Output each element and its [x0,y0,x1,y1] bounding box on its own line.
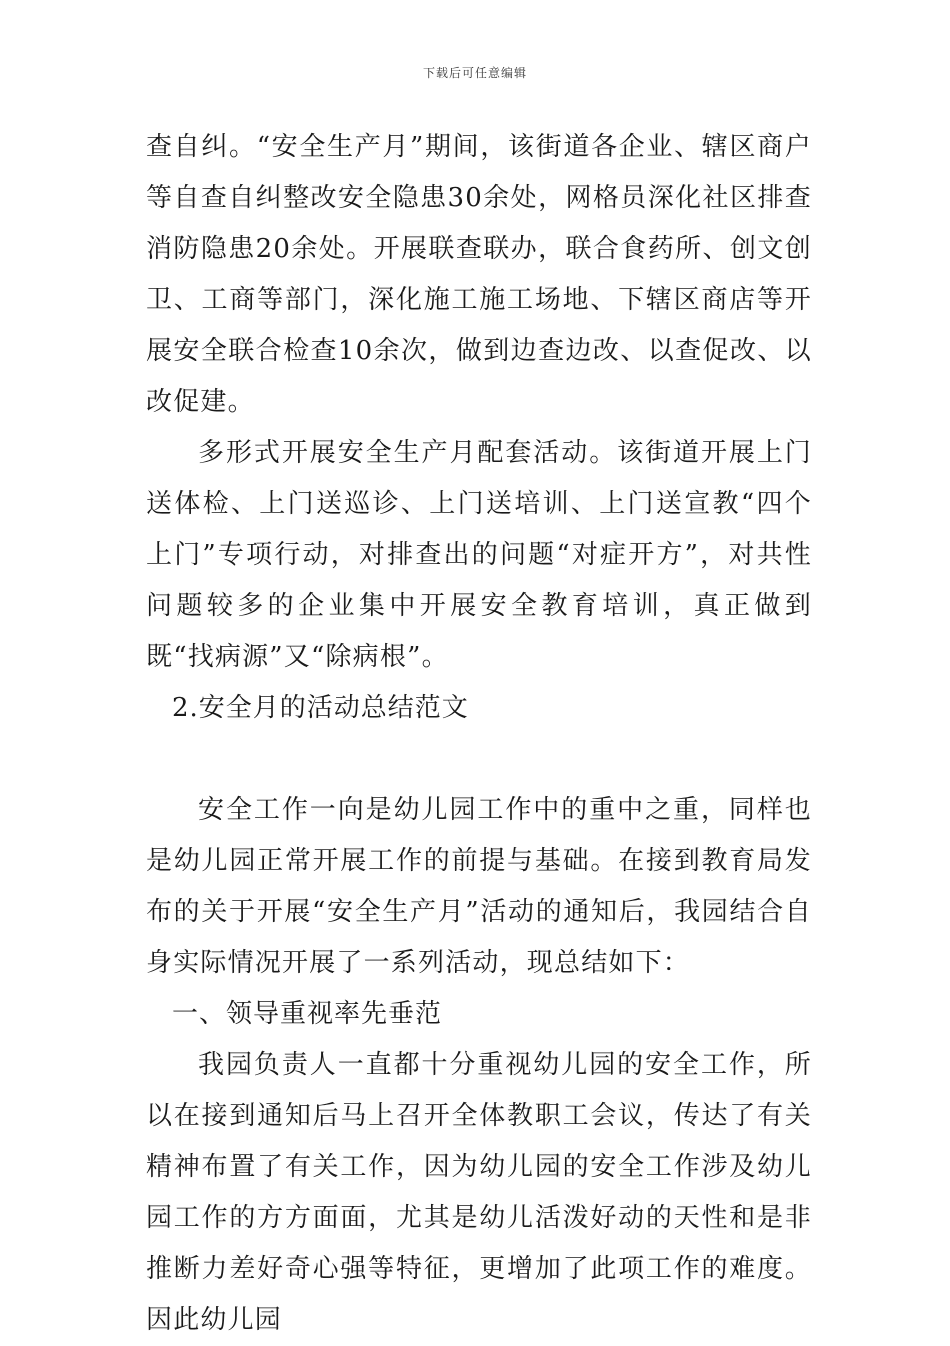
document-body [146,122,812,1346]
paragraph-inspection: 查自纠。“安全生产月”期间，该街道各企业、辖区商户等自查自纠整改安全隐患30余处，网格员深化社区排查消防隐患20余处。开展联查联办，联合食药所、创文创卫、工商等部门，深化施工施工场地、下辖区商店等开展安全联合检查10余次，做到边查边改、以查促改、以改促建。 [146,132,812,417]
blank-line [146,734,812,785]
paragraph-leadership: 我园负责人一直都十分重视幼儿园的安全工作，所以在接到通知后马上召开全体教职工会议，传达了有关精神布置了有关工作，因为幼儿园的安全工作涉及幼儿园工作的方方面面，尤其是幼儿活泼好动的天性和是非推断力差好奇心强等特征，更增加了此项工作的难度。因此幼儿园 [146,1050,812,1335]
page-header-note: 下载后可任意编辑 [422,66,527,80]
paragraph-activities: 多形式开展安全生产月配套活动。该街道开展上门送体检、上门送巡诊、上门送培训、上门送宣教“四个上门”专项行动，对排查出的问题“对症开方”，对共性问题较多的企业集中开展安全教育培训，真正做到既“找病源”又“除病根”。 [146,438,812,672]
subheading-leadership: 一、领导重视率先垂范 [172,999,443,1029]
paragraph-intro: 安全工作一向是幼儿园工作中的重中之重，同样也是幼儿园正常开展工作的前提与基础。在接到教育局发布的关于开展“安全生产月”活动的通知后，我园结合自身实际情况开展了一系列活动，现总结如下： [146,795,812,978]
section-title: 2.安全月的活动总结范文 [172,693,469,723]
